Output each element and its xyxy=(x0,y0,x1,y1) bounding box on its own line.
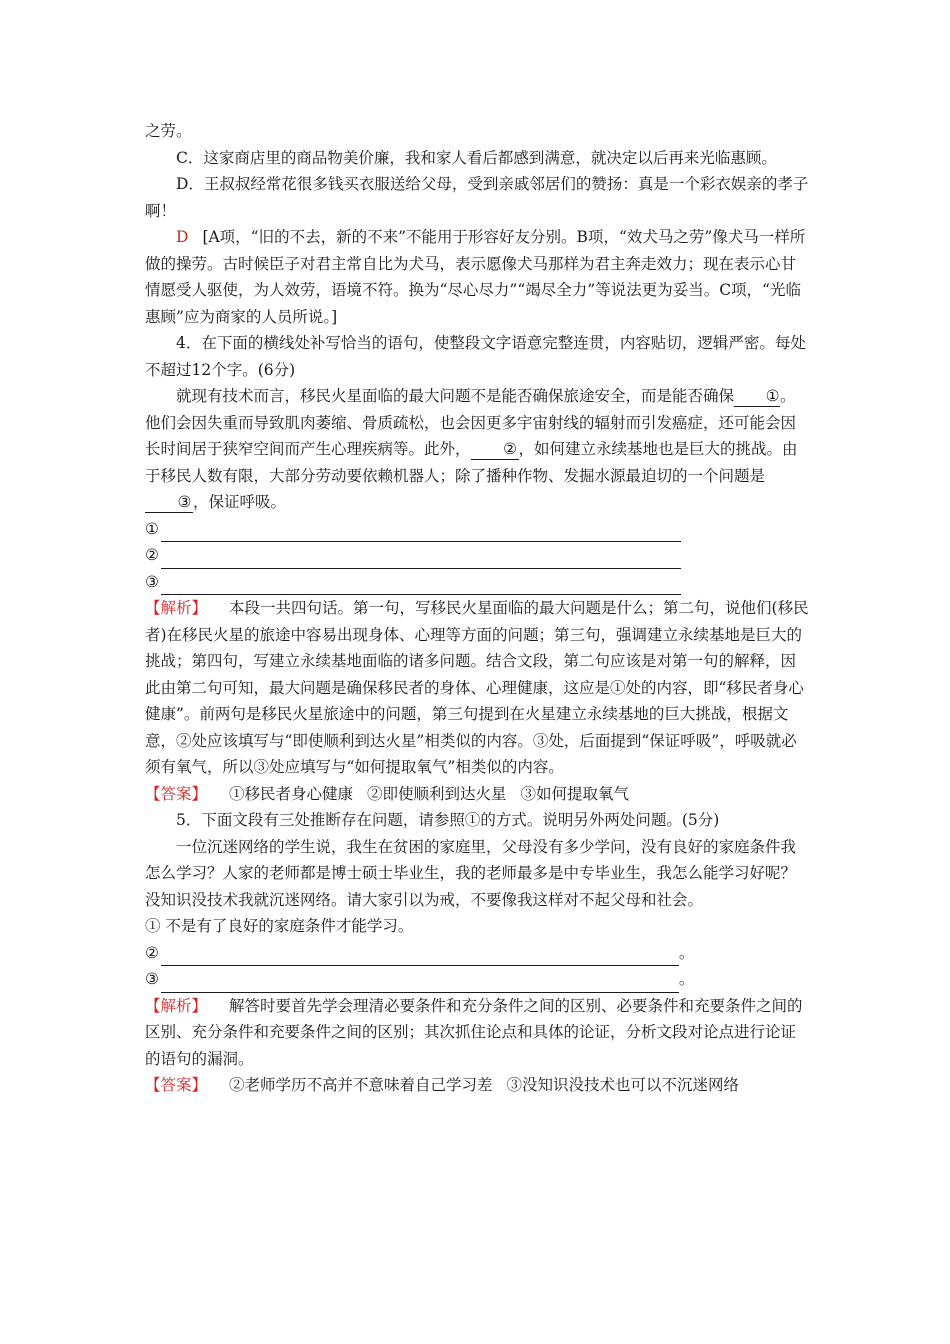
answer-line-1 xyxy=(145,516,810,543)
answer-rule xyxy=(161,946,679,966)
analysis-text: 本段一共四句话。第一句，写移民火星面临的最大问题是什么；第二句，说他们(移民者)在移民火星的旅途中容易出现身体、心理等方面的问题；第三句，强调建立永续基地是巨大的挑战；第四句，写建立永续基地面临的诸多问题。结合文段，第二句应该是对第一句的解释，因此由第二句可知，最大问题是确保移民者的身体、心理健康，这应是①处的内容，即“移民者身心健康”。前两句是移民火星旅途中的问题，第三句提到在火星建立永续基地的巨大挑战，根据文意，②处应该填写与“即使顺利到达火星”相类似的内容。③处，后面提到“保证呼吸”，呼吸就必须有氧气，所以③处应填写与“如何提取氧气”相类似的内容。 xyxy=(145,599,809,776)
analysis-tag: 【解析】 xyxy=(145,996,208,1015)
answer-explanation-q3: [A项，“旧的不去，新的不来”不能用于形容好友分别。B项，“效犬马之劳”像犬马一样所做的操劳。古时候臣子对君主常自比为犬马，表示愿像犬马那样为君主奔走效力；现在表示心甘情愿受人驱使，为人效劳，语境不符。换为“尽心尽力”“竭尽全力”等说法更为妥当。C项，“光临惠顾”应为商家的人员所说。] xyxy=(145,228,806,326)
paragraph-continuation: 之劳。 xyxy=(145,122,192,140)
passage-text: 就现有技术而言，移民火星面临的最大问题不是能否确保旅途安全，而是能否确保 xyxy=(176,387,735,405)
answer-rule xyxy=(161,575,681,595)
option-d: D．王叔叔经常花很多钱买衣服送给父母，受到亲戚邻居们的赞扬：真是一个彩衣娱亲的孝子啊！ xyxy=(145,175,809,220)
analysis-text: 解答时要首先学会理清必要条件和充分条件之间的区别、必要条件和充要条件之间的区别、充分条件和充要条件之间的区别；其次抓住论点和具体的论证，分析文段对论点进行论证的语句的漏洞。 xyxy=(145,996,803,1068)
passage-text: ，如何建立永续基地也是巨大的挑战。由于移民人数有限，大部分劳动要依赖机器人；除了播种作物、发掘水源最迫切的一个问题是 xyxy=(145,440,798,485)
answer-rule xyxy=(161,973,679,993)
answer-rule xyxy=(161,549,681,569)
question-4: 4．在下面的横线处补写恰当的语句，使整段文字语意完整连贯，内容贴切，逻辑严密。每处不超过12个字。(6分) xyxy=(145,334,806,379)
option-c: C．这家商店里的商品物美价廉，我和家人看后都感到满意，就决定以后再来光临惠顾。 xyxy=(176,148,777,167)
blank-3: ③ xyxy=(145,492,193,513)
answer-line-label: ③ xyxy=(145,572,159,591)
document-content xyxy=(145,118,810,1099)
analysis-q5 xyxy=(145,993,810,1073)
answer-line-2 xyxy=(145,542,810,569)
answer-letter: D xyxy=(176,228,189,246)
question-5-passage: 一位沉迷网络的学生说，我生在贫困的家庭里，父母没有多少学问，没有良好的家庭条件我怎么学习？人家的老师都是博士硕士毕业生，我的老师最多是中专毕业生，我怎么能学习好呢？没知识没技术我就沉迷网络。请大家引以为戒，不要像我这样对不起父母和社会。 xyxy=(145,837,797,909)
analysis-q4 xyxy=(145,595,810,781)
answer-rule xyxy=(161,522,681,542)
answer-line-end: 。 xyxy=(678,970,695,988)
answer-line-label: ① xyxy=(145,519,159,538)
answer-item: ③如何提取氧气 xyxy=(520,784,630,803)
answer-line-label: ② xyxy=(145,546,159,564)
answer-item: ③没知识没技术也可以不沉迷网络 xyxy=(506,1076,740,1094)
question-5: 5．下面文段有三处推断存在问题，请参照①的方式。说明另外两处问题。(5分) xyxy=(176,811,720,829)
answer-item: ②老师学历不高并不意味着自己学习差 xyxy=(229,1076,493,1094)
answer-q5 xyxy=(145,1072,810,1099)
question-5-example: ① 不是有了良好的家庭条件才能学习。 xyxy=(145,917,414,935)
answer-tag: 【答案】 xyxy=(145,784,208,803)
answer-item: ②即使顺利到达火星 xyxy=(367,784,507,803)
question-4-passage xyxy=(145,383,810,516)
answer-line-label: ③ xyxy=(145,970,159,988)
answer-line-label: ② xyxy=(145,943,159,962)
answer-tag: 【答案】 xyxy=(145,1076,208,1094)
blank-1: ① xyxy=(734,386,780,407)
answer-line-end: 。 xyxy=(678,943,695,962)
blank-2: ② xyxy=(471,439,519,460)
answer-item: ①移民者身心健康 xyxy=(229,784,354,803)
answer-line-q5-2 xyxy=(145,940,810,967)
answer-line-3 xyxy=(145,569,810,596)
analysis-tag: 【解析】 xyxy=(145,599,208,617)
answer-line-q5-3 xyxy=(145,966,810,993)
answer-q4 xyxy=(145,781,810,808)
passage-text: 。他们会因失重而导致肌肉萎缩、骨质疏松，也会因更多宇宙射线的辐射而引发癌症，还可能会因长时间居于狭窄空间而产生心理疾病等。此外， xyxy=(145,387,797,458)
passage-text: ，保证呼吸。 xyxy=(193,493,287,511)
answer-q3 xyxy=(145,224,810,330)
